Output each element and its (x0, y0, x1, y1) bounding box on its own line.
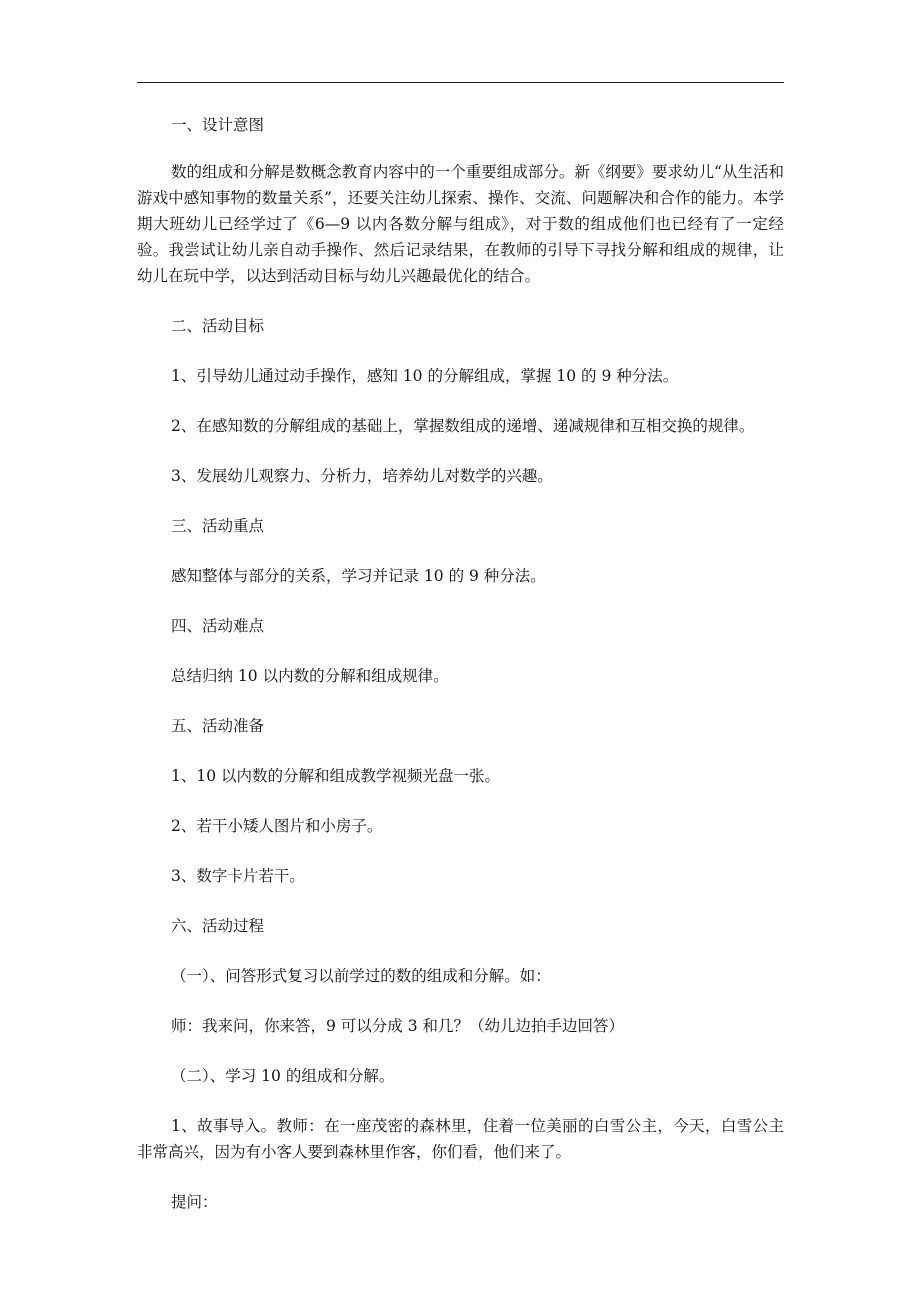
list-item: 2、若干小矮人图片和小房子。 (171, 817, 383, 835)
list-item: 2、在感知数的分解组成的基础上，掌握数组成的递增、递减规律和互相交换的规律。 (171, 417, 755, 435)
section-heading: 六、活动过程 (171, 917, 265, 935)
document-body (137, 112, 784, 1215)
header-rule (137, 82, 784, 83)
section-heading: 二、活动目标 (171, 317, 265, 335)
list-item: 1、引导幼儿通过动手操作，感知 10 的分解组成，掌握 10 的 9 种分法。 (171, 367, 679, 385)
paragraph: 感知整体与部分的关系，学习并记录 10 的 9 种分法。 (171, 567, 546, 585)
paragraph: 数的组成和分解是数概念教育内容中的一个重要组成部分。新《纲要》要求幼儿“从生活和游戏中感知事物的数量关系”，还要关注幼儿探索、操作、交流、问题解决和合作的能力。本学期大班幼儿已经学过了《6—9 以内各数分解与组成》，对于数的组成他们也已经有了一定经验。我尝试让幼儿亲自动手操作、然后记录结果，在教师的引导下寻找分解和组成的规律，让幼儿在玩中学，以达到活动目标与幼儿兴趣最优化的结合。 (137, 163, 784, 285)
section-heading: 四、活动难点 (171, 617, 265, 635)
paragraph: 总结归纳 10 以内数的分解和组成规律。 (171, 667, 449, 685)
paragraph: 师：我来问，你来答，9 可以分成 3 和几？（幼儿边拍手边回答） (171, 1017, 625, 1035)
paragraph: （二）、学习 10 的组成和分解。 (171, 1067, 395, 1085)
section-heading: 一、设计意图 (171, 116, 265, 134)
section-heading: 五、活动准备 (171, 717, 265, 735)
section-heading: 三、活动重点 (171, 517, 265, 535)
list-item: 3、数字卡片若干。 (171, 867, 305, 885)
list-item: 1、10 以内数的分解和组成教学视频光盘一张。 (171, 767, 501, 785)
paragraph: （一）、问答形式复习以前学过的数的组成和分解。如： (171, 967, 551, 985)
list-item: 3、发展幼儿观察力、分析力，培养幼儿对数学的兴趣。 (171, 467, 553, 485)
paragraph: 提问： (171, 1193, 218, 1211)
paragraph: 1、故事导入。教师：在一座茂密的森林里，住着一位美丽的白雪公主，今天，白雪公主非常高兴，因为有小客人要到森林里作客，你们看，他们来了。 (137, 1117, 784, 1161)
